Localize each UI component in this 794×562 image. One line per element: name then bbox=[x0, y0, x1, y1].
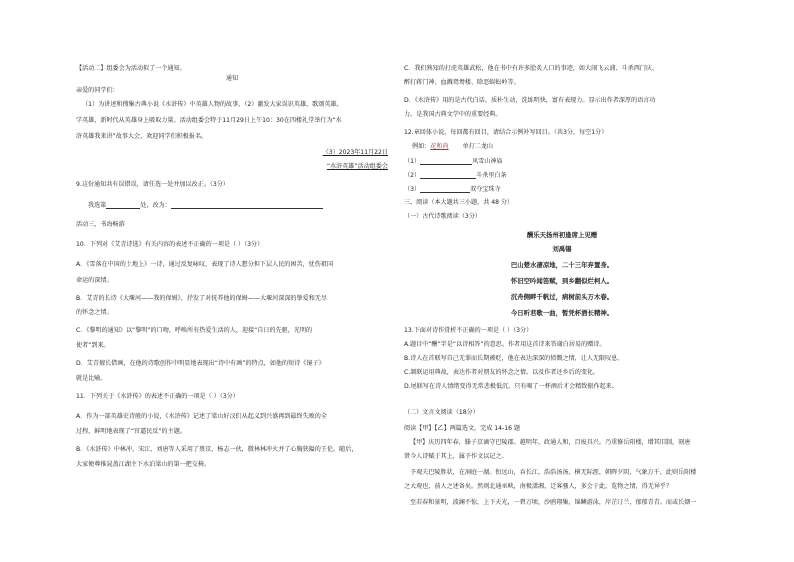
q12-item-3-number: （3） bbox=[404, 185, 421, 193]
q12-example-highlight: 花和尚 bbox=[430, 143, 449, 150]
question-11-stem: 11．下列关于《水浒传》的表述不正确的一项是（ ）（3分） bbox=[76, 393, 239, 400]
question-9-answer-line bbox=[88, 202, 323, 209]
q12-item-1 bbox=[404, 158, 503, 165]
q9-blank-correction[interactable] bbox=[171, 202, 323, 209]
poem-line-2: 怀旧空吟闻笛赋，到乡翻似烂柯人。 bbox=[510, 277, 614, 285]
q13-option-d: D.尾联写在诗人情绪变得无常悲极低沉，只有喝了一杯酒后才会精致振作起来。 bbox=[404, 383, 618, 390]
q12-item-2 bbox=[404, 172, 507, 179]
q12-item-2-blank[interactable] bbox=[420, 172, 476, 179]
q11-option-d-line-2: 力。是我国古典文学中的重要经典。 bbox=[404, 111, 502, 118]
activity-3-heading: 活动三，书海畅游 bbox=[76, 221, 125, 228]
passage-jia-text-1: 庆历四年春，滕子京谪守巴陵郡。越明年，政通人和，百废具兴。乃重修岳阳楼，增其旧制，刻唐 bbox=[428, 439, 691, 446]
q9-prefix: 我选第 bbox=[88, 201, 107, 209]
q10-option-a-line-2: 命运的深情。 bbox=[76, 277, 113, 284]
q11-option-c-line-1: C．我们熟知的打虎英雄武松，他在书中有许多脍炙人口的事迹，如大闹飞云浦、斗杀西门庆、 bbox=[404, 65, 659, 72]
q12-item-3 bbox=[404, 186, 501, 193]
section-3-2-heading: （二）文言文阅读（18分） bbox=[404, 409, 479, 416]
poem-line-3: 沉舟侧畔千帆过，病树前头万木春。 bbox=[510, 293, 614, 301]
q12-item-2-number: （2） bbox=[404, 171, 421, 179]
q9-blank-position[interactable] bbox=[106, 202, 140, 209]
section-3-heading: 三、阅读（本大题共三小题，共 48 分） bbox=[404, 199, 514, 206]
question-10-stem: 10．下列对《艾青诗选》有关内容的表述不正确的一项是（ ）（3分） bbox=[76, 241, 264, 248]
notice-body-line-2: 学英雄，新时代从英雄身上吸取力量。活动组委会特于11月29日上午10：30在四楼礼堂举行为“水 bbox=[76, 117, 342, 124]
q10-option-b-line-1: B．艾青的长诗《大堰河——我的保姆》，抒发了对抚养他的保姆——大堰河深深的挚爱和无尽 bbox=[76, 295, 327, 302]
poem-line-4: 今日听君歌一曲，暂凭杯酒长精神。 bbox=[510, 309, 614, 317]
poem-author: 刘禹锡 bbox=[552, 245, 572, 253]
q13-option-b: B.诗人在首联写自己无罪而长期被贬，他在表达深深的愤慨之情，让人无限叹息。 bbox=[404, 355, 624, 362]
q10-option-c-line-2: 使者”到来。 bbox=[76, 342, 110, 349]
question-9-stem: 9.这份通知共有误错误，请任选一处并加以改正。（3分） bbox=[76, 181, 229, 188]
passage-jia-line-1 bbox=[410, 440, 690, 446]
q12-example bbox=[412, 144, 493, 150]
q12-item-1-number: （1） bbox=[404, 157, 421, 165]
activity2-intro: 【活动二】组委会为活动拟了一个通知。 bbox=[76, 65, 186, 72]
question-12-stem: 12.章回体小说，每回都有回目，请结合示例补写回目。（共3分，每空1分） bbox=[404, 129, 608, 136]
q10-option-c-line-1: C．《黎明的通知》以“黎明”的口吻，呼唤所有热爱生活的人，迎接“自日的先驱，光明的 bbox=[76, 327, 313, 334]
q10-option-b-line-2: 的怀念之情。 bbox=[76, 309, 113, 316]
passage-jia-label: 【甲】 bbox=[410, 439, 429, 446]
notice-body-line-1: （1）为讲述和搜集古典小说《水浒传》中英雄人物的故事，（2）激发大家误识英雄、歌颂英雄、 bbox=[82, 101, 343, 108]
notice-greeting: 亲爱的同学们： bbox=[76, 87, 119, 94]
q13-option-a: A.题目中“酬”字是“以诗相答”的意思。作者用这首诗来答谢白居易的赠诗。 bbox=[404, 341, 606, 348]
passage-jia-line-2: 贤今人诗赋于其上，属予作文以记之。 bbox=[404, 453, 508, 460]
q12-example-suffix: 单打二龙山 bbox=[462, 143, 494, 150]
notice-title: 通知 bbox=[225, 75, 239, 82]
q10-option-d-line-2: 就是比喻。 bbox=[76, 375, 107, 382]
notice-date: （3）2023年11月22日 bbox=[322, 149, 388, 156]
q11-option-b-line-2: 大家便尊推晁盖江湖主下水泊梁山的第一把交椅。 bbox=[76, 461, 211, 468]
reading-intro: 阅读【甲】【乙】两篇选文，完成 14-16 题 bbox=[404, 425, 521, 432]
notice-body-line-3: 浒英雄我来讲”故事大会，欢迎同学们积极报名。 bbox=[76, 133, 208, 140]
question-13-stem: 13.下面对诗作赏析不正确的一项是（ ）（3分） bbox=[404, 327, 533, 334]
q11-option-a-line-2: 过程，鲜明地表现了“官逼民反”的主题。 bbox=[76, 428, 186, 435]
poem-title: 酬乐天扬州初逢席上见赠 bbox=[526, 231, 598, 239]
q12-item-1-text: 风雪山神庙 bbox=[472, 157, 503, 165]
q12-item-3-text: 双夺宝珠寺 bbox=[470, 185, 501, 193]
q10-option-a-line-1: A．《雪落在中国的土地上》一诗，通过反复咏叹，表现了诗人想分担下层人民的困苦，忧伤祖国 bbox=[76, 261, 334, 268]
q11-option-b-line-1: B．《水浒传》中林冲、宋江、刘唐等人采用了蔡京、杨志一伙，微林林冲火并了心胸狭隘的王伦。随后， bbox=[76, 446, 358, 453]
q12-item-1-blank[interactable] bbox=[420, 158, 472, 165]
passage-jia-line-5: 至若春和景明，波澜不惊，上下天光，一碧万顷，沙鸥翔集，锦鳞游泳，岸芷汀兰，郁郁青青。而或长烟一 bbox=[410, 499, 697, 506]
q10-option-d-line-1: D．艾青擅长借画，在他的诗歌创作中明显地表现出“诗中有画”的特点，如他的短诗《镜子》 bbox=[76, 360, 325, 367]
q11-option-c-line-2: 醉打蒋门神、血溅鸳鸯楼、除恶蜈蚣岭等。 bbox=[404, 79, 520, 86]
passage-jia-line-4: 之大观也，前人之述备矣。然则北通巫峡，南极潇湘，迁客骚人，多会于此，览物之情，得无异乎？ bbox=[404, 483, 673, 490]
q13-option-c: C.颔联运用典故，表达作者对朋友的怀念之情。以及作者还乡后的变化。 bbox=[404, 369, 600, 376]
passage-jia-line-3: 予观夫巴陵胜状，在洞庭一湖。衔远山，吞长江，浩浩汤汤，横无际涯，朝晖夕阴，气象万千，此则岳阳楼 bbox=[410, 469, 697, 476]
section-3-1-heading: （一）古代诗歌阅读（3分） bbox=[404, 213, 482, 220]
q9-suffix: 处，改为： bbox=[140, 201, 171, 209]
q11-option-d-line-1: D．《水浒传》用的是古代白话，质朴生动，洗练明快，富有表现力。显示出作者深厚的语言功 bbox=[404, 97, 656, 104]
q11-option-a-line-1: A．作为一部英雄史诗般的小说，《水浒传》记述了梁山好汉们从起义到兴盛再到最终失败的全 bbox=[76, 413, 327, 420]
poem-line-1: 巴山楚水凄凉地，二十三年弃置身。 bbox=[510, 261, 614, 269]
notice-signature: “水浒英雄”活动组委会 bbox=[326, 163, 388, 170]
q12-item-2-text: 斗杀里白条 bbox=[476, 171, 507, 179]
q12-example-prefix: 例如： bbox=[412, 143, 431, 150]
q12-item-3-blank[interactable] bbox=[420, 186, 470, 193]
